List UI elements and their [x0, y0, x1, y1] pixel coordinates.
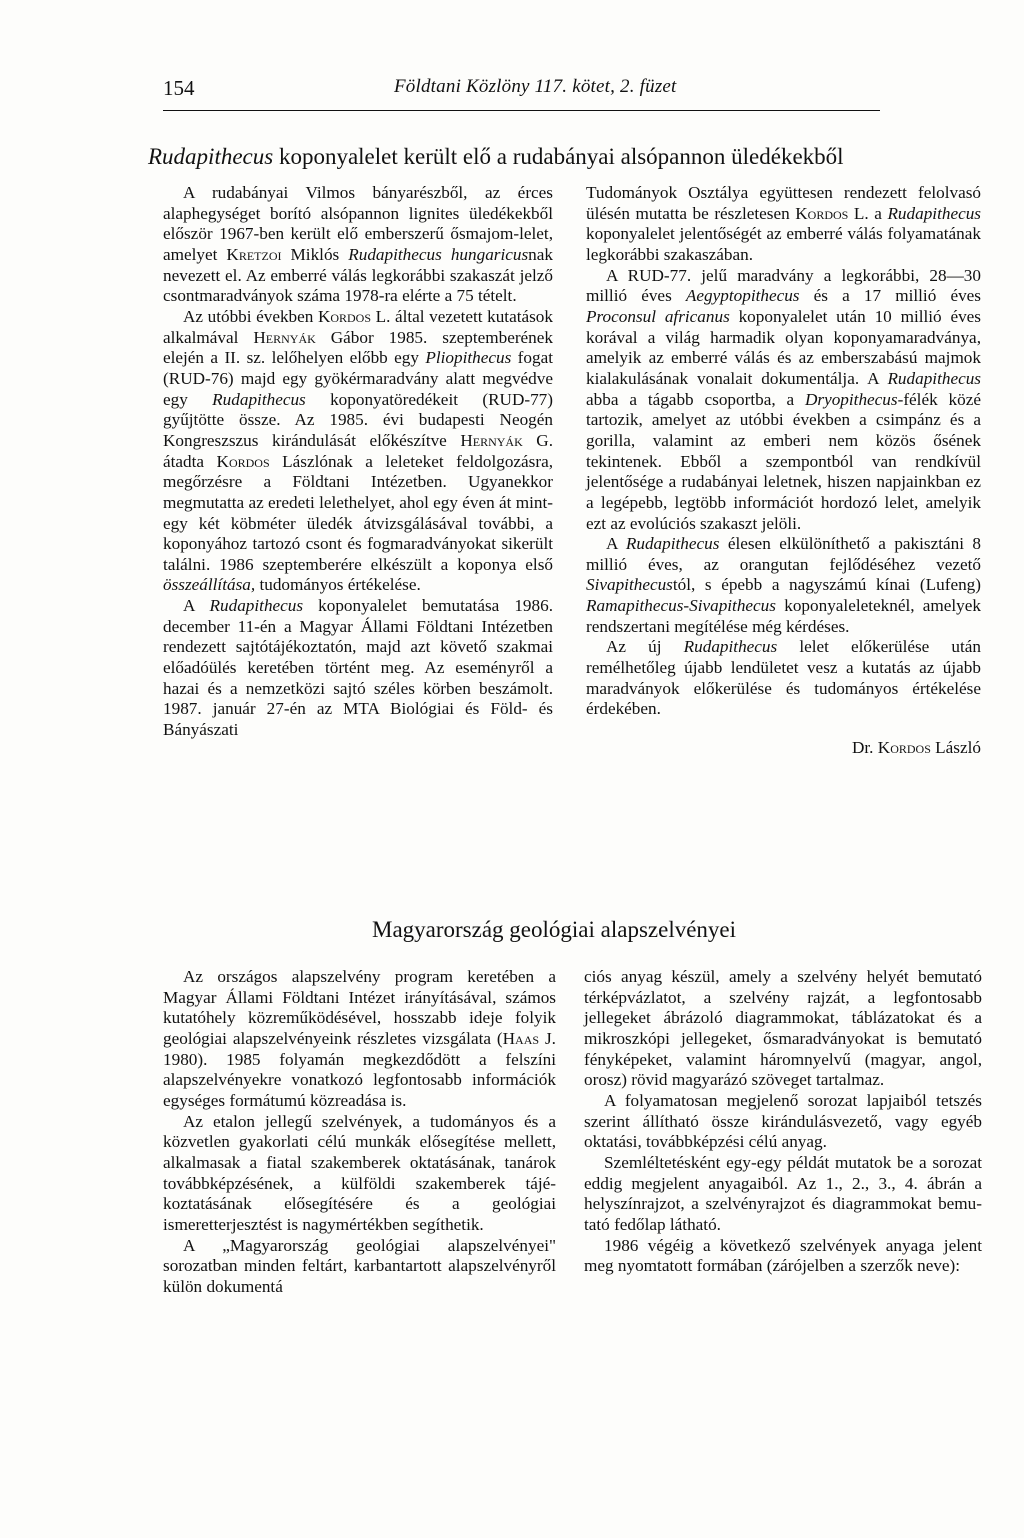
article2-paragraph-6: 1986 végéig a következő szelvények anyaga jelent meg nyomtatott formában (zárójelben a szerzők neve):: [584, 1235, 982, 1276]
article1-paragraph-4: A RUD-77. jelű maradvány a legkorábbi, 28—30 millió éves Aegyptopithecus és a 17 millió éves Proconsul africanus koponyalelet után 10 millió éves korával a világ harmadik olyan koponyamaradványa, amelyik az emberré válás és az emberszabású majmok kialakulásának vonalait dokumentálja. A Rudapithecus abba a tágabb csoportba, a Dryopithecus-félék közé tartozik, amelyet az utóbbi években a csimpánz és a gorilla, valamint az emberi nem közös ősének tekintenek. Ebből a szempontból van rendkívül jelentősége a rudabányai leletnek, hiszen napjainkban ez a legépebb, legtöbb információt hordozó lelet, amelyik ezt az evolúciós szakaszt jelöli.: [586, 265, 981, 533]
taxon-name: Rudapithecus: [212, 389, 306, 409]
article2-column-right: [584, 967, 982, 1277]
taxon-name: Rudapithecus: [625, 534, 720, 554]
author-name: Kordos: [216, 451, 270, 471]
article2-paragraph-3-continued: ciós anyag készül, amely a szelvény helyét bemutató térképvázlatot, a szelvény rajzát, a legfontosabb jellegeket ábrázoló diagrammokat, táblázatokat és a mikroszkópi jellegeket, ősmaradványokat is bemutató fényképeket, valamint háromnyelvű (magyar, angol, orosz) rövid magyarázó szöveget tartalmaz.: [584, 967, 982, 1090]
article1-column-right: [586, 183, 981, 759]
taxon-name: Rudapithecus: [209, 596, 304, 616]
taxon-name: Proconsul africanus: [586, 306, 730, 326]
taxon-name: Rudapithecus hungaricus: [348, 244, 529, 264]
page-number: 154: [163, 76, 195, 100]
taxon-name: Sivapithecus: [586, 575, 673, 595]
taxon-name: Rudapithecus: [887, 368, 981, 388]
article2-paragraph-3: A „Magyarország geológiai alapszelvényei" sorozatban minden feltárt, karbantartott alapszelvényről külön dokumentá: [163, 1235, 556, 1296]
taxon-name: Pliopithecus: [425, 348, 512, 368]
taxon-name: Rudapithecus: [887, 203, 981, 223]
journal-reference: Földtani Közlöny 117. kötet, 2. füzet: [394, 76, 677, 97]
author-name: Kretzoi: [226, 244, 282, 264]
article1-paragraph-5: A Rudapithecus élesen elkülöníthető a pakisztáni 8 millió éves, az orangutan fejlődéséhez vezető Sivapithecustól, s épebb a nagyszámú kínai (Lufeng) Ramapithecus-Sivapithecus koponyaleleteknél, amelyek rendszertani megítélése még kérdéses.: [586, 534, 981, 636]
article2-paragraph-2: Az etalon jellegű szelvények, a tudományos és a közvetlen gyakorlati célú munkák elősegítése mellett, alkalmasak a fiatal szakemberek oktatásának, tanárok továbbképzésének, a külföldi szakemberek tájékoztatásának elősegítésére és a geológiai ismeretterjesztést is nagymértékben segíthetik.: [163, 1111, 556, 1234]
title-rest: koponyalelet került elő a rudabányai alsópannon üledékekből: [273, 144, 844, 169]
author-name: Hernyák: [253, 327, 316, 347]
author-name: Kordos: [795, 203, 849, 223]
author-name: Kordos: [317, 306, 372, 326]
article1-paragraph-1: A rudabányai Vilmos bányarészből, az érces alaphegységet borító alsópannon lignites üledékekből először 1967-ben került elő emberszerű ősmajom-lelet, amelyet Kretzoi Miklós Rudapithecus hungaricusnak nevezett el. Az emberré válás legkorábbi szakaszát jelző csontmaradványok száma 1978-ra elérte a 75 tételt.: [163, 183, 553, 306]
article1-paragraph-6: Az új Rudapithecus lelet előkerülése után remélhetőleg újabb lendületet vesz a kutatás az újabb maradványok előkerülése és tudományos értékelése érdekében.: [586, 637, 981, 719]
article2-paragraph-1: Az országos alapszelvény program keretében a Magyar Állami Földtani Intézet irányításával, számos kutatóhely közreműködésével, hosszabb ideje folyik geológiai alapszelvényeink részletes vizsgálata (Haas J. 1980). 1985 folyamán megkezdődött a felszíni alapszelvényekre vonatkozó legfontosabb információk egységes formátumú közreadása is.: [163, 967, 556, 1110]
article1-signature: Dr. Kordos László: [852, 738, 981, 758]
taxon-name: Ramapithecus-Sivapithecus: [586, 596, 776, 616]
article2-column-left: [163, 967, 556, 1298]
article2-title: Magyarország geológiai alapszelvényei: [372, 917, 737, 942]
emphasis: összeállítása,: [163, 575, 256, 595]
author-name: Hernyák: [460, 430, 523, 450]
taxon-name: Rudapithecus: [683, 637, 778, 657]
article1-paragraph-3-continued: Tudományok Osztálya együttesen rendezett felolvasó ülésén mutatta be részletesen Kordos L. a Rudapithecus koponyalelet jelentőségét az emberré válás folyamatának legkorábbi szakaszában.: [586, 183, 981, 264]
taxon-name: Aegyptopithecus: [685, 286, 800, 306]
taxon-name: Dryopithecus: [804, 389, 898, 409]
running-header: [163, 72, 880, 111]
author-name: Kordos: [877, 738, 931, 758]
title-genus: Rudapithecus: [148, 144, 274, 169]
author-name: Haas: [502, 1028, 540, 1048]
article2-paragraph-4: A folyamatosan megjelenő sorozat lapjaiból tetszés szerint állítható össze kirándulásvezető, vagy egyéb oktatási, továbbképzési célú anyag.: [584, 1090, 982, 1152]
article1-column-left: [163, 183, 553, 741]
article1-paragraph-3: A Rudapithecus koponyalelet bemutatása 1986. december 11-én a Magyar Állami Földtani Intézetben rendezett sajtótájékoztatón, majd azt követő szakmai előadóülés keretében történt meg. Az eseményről a hazai és a nemzetközi sajtó széles körben beszámolt. 1987. január 27-én az MTA Biológiai és Föld- és Bányászati: [163, 596, 553, 740]
article1-title: [148, 143, 1000, 171]
article1-paragraph-2: Az utóbbi években Kordos L. által vezetett kutatások alkalmával Hernyák Gábor 1985. szeptemberének elején a II. sz. lelőhelyen előbb egy Pliopithecus fogat (RUD-76) majd egy gyökérmaradvány alatt megvédve egy Rudapithecus koponyatöredékeit (RUD-77) gyűjtötte össze. Az 1985. évi budapesti Neogén Kongreszszus kirándulását előkészítve Hernyák G. átadta Kordos Lászlónak a leleteket feldolgozásra, megőrzésre a Földtani Intézetben. Ugyanekkor megmutatta az eredeti lelethelyet, ahol egy éven át mintegy két köbméter üledék átvizsgálásával további, a koponyához tartozó csont és fogmaradványokat sikerült találni. 1986 szeptemberére elkészült a koponya első összeállítása, tudományos értékelése.: [163, 306, 554, 595]
article2-paragraph-5: Szemléltetésként egy-egy példát mutatok be a sorozat eddig megjelent anyagaiból. Az 1., 2., 3., 4. ábrán a helyszínrajzot, a szelvényrajzot és diagrammokat bemutató fedőlap látható.: [584, 1152, 982, 1234]
